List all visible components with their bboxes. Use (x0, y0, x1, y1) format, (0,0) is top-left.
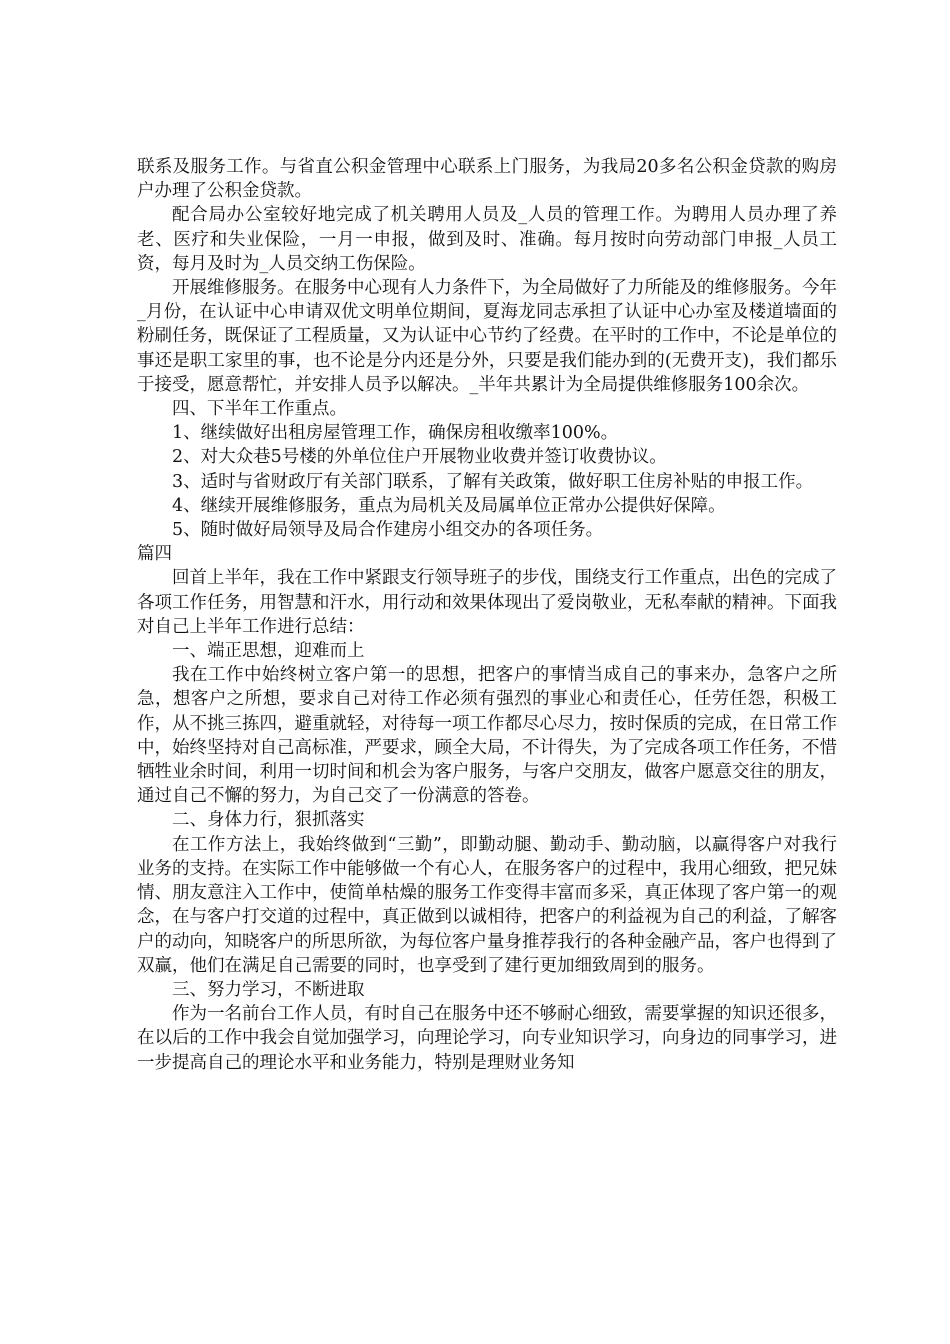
paragraph-maintenance-service: 开展维修服务。在服务中心现有人力条件下，为全局做好了力所能及的维修服务。今年_月份，在认证中心申请双优文明单位期间，夏海龙同志承担了认证中心办室及楼道墙面的粉刷任务，既保证了工程质量，又为认证中心节约了经费。在平时的工作中，不论是单位的事还是职工家里的事，也不论是分内还是分外，只要是我们能办到的(无费开支)，我们都乐于接受，愿意帮忙，并安排人员予以解决。_半年共累计为全局提供维修服务100余次。 (137, 278, 837, 395)
list-item-5: 5、随时做好局领导及局合作建房小组交办的各项任务。 (172, 520, 604, 541)
list-item-1: 1、继续做好出租房屋管理工作，确保房租收缴率100%。 (172, 423, 619, 444)
list-item-2: 2、对大众巷5号楼的外单位住户开展物业收费并签订收费协议。 (172, 447, 667, 468)
paragraph-intro: 回首上半年，我在工作中紧跟支行领导班子的步伐，围绕支行工作重点，出色的完成了各项工作任务，用智慧和汗水，用行动和效果体现出了爱岗敬业，无私奉献的精神。下面我对自己上半年工作进行总结： (137, 568, 837, 637)
paragraph-learning: 作为一名前台工作人员，有时自己在服务中还不够耐心细致，需要掌握的知识还很多，在以后的工作中我会自觉加强学习，向理论学习，向专业知识学习，向身边的同事学习，进一步提高自己的理论水平和业务能力，特别是理财业务知 (137, 1004, 837, 1073)
section-heading-3: 三、努力学习，不断进取 (172, 979, 365, 1000)
list-item-4: 4、继续开展维修服务，重点为局机关及局属单位正常办公提供好保障。 (172, 495, 726, 516)
chapter-heading: 篇四 (137, 544, 172, 565)
paragraph-work-method: 在工作方法上，我始终做到“三勤”，即勤动腿、勤动手、勤动脑，以赢得客户对我行业务的支持。在实际工作中能够做一个有心人，在服务客户的过程中，我用心细致，把兄妹情、朋友意注入工作中，使简单枯燥的服务工作变得丰富而多采，真正体现了客户第一的观念，在与客户打交道的过程中，真正做到以诚相待，把客户的利益视为自己的利益，了解客户的动向，知晓客户的所思所欲，为每位客户量身推荐我行的各种金融产品，客户也得到了双赢，他们在满足自己需要的同时，也享受到了建行更加细致周到的服务。 (137, 834, 837, 976)
paragraph-customer-first: 我在工作中始终树立客户第一的思想，把客户的事情当成自己的事来办，急客户之所急，想客户之所想，要求自己对待工作必须有强烈的事业心和责任心，任劳任怨，积极工作，从不挑三拣四，避重就轻，对待每一项工作都尽心尽力，按时保质的完成，在日常工作中，始终坚持对自己高标准，严要求，顾全大局，不计得失，为了完成各项工作任务，不惜牺牲业余时间，利用一切时间和机会为客户服务，与客户交朋友，做客户愿意交往的朋友，通过自己不懈的努力，为自己交了一份满意的答卷。 (137, 665, 837, 807)
document-body (137, 155, 837, 1075)
section-heading-second-half-focus: 四、下半年工作重点。 (172, 399, 347, 420)
section-heading-1: 一、端正思想，迎难而上 (172, 641, 365, 662)
paragraph-continuation: 联系及服务工作。与省直公积金管理中心联系上门服务，为我局20多名公积金贷款的购房户办理了公积金贷款。 (137, 157, 837, 202)
paragraph-staff-management: 配合局办公室较好地完成了机关聘用人员及_人员的管理工作。为聘用人员办理了养老、医疗和失业保险，一月一申报，做到及时、准确。每月按时向劳动部门申报_人员工资，每月及时为_人员交纳工伤保险。 (137, 205, 837, 274)
section-heading-2: 二、身体力行，狠抓落实 (172, 810, 365, 831)
list-item-3: 3、适时与省财政厅有关部门联系，了解有关政策，做好职工住房补贴的申报工作。 (172, 471, 814, 492)
